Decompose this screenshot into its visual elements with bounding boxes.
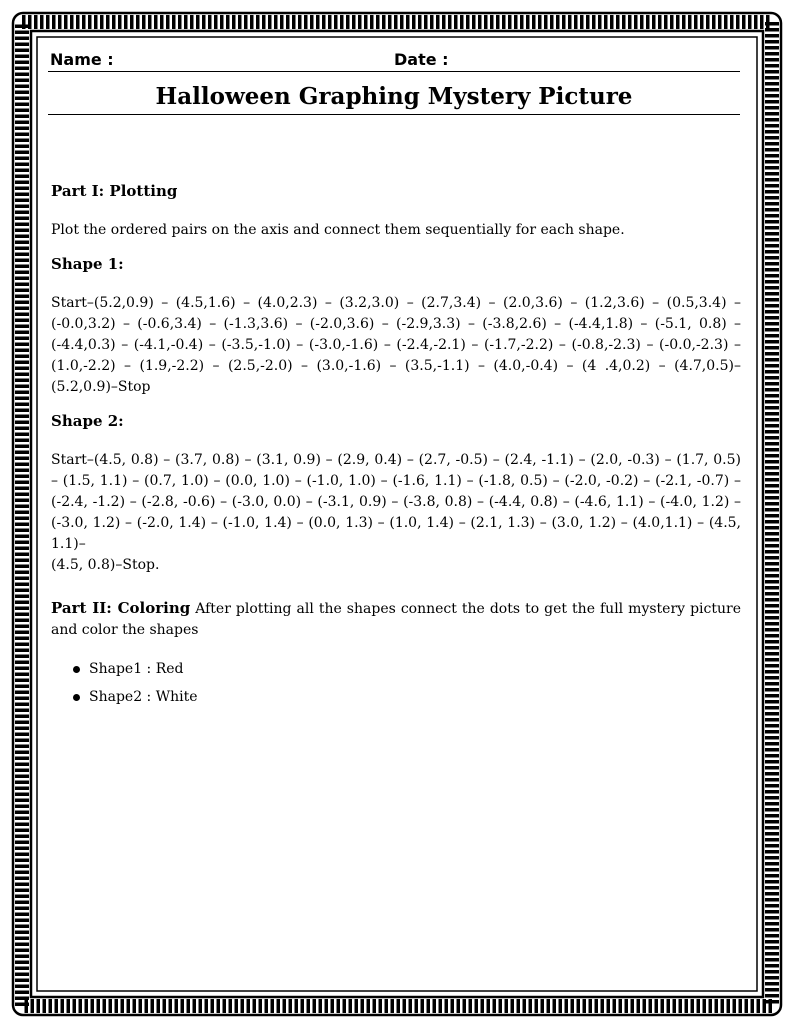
shape2-coordinates-end: (4.5, 0.8)–Stop. (51, 557, 160, 573)
page-title: Halloween Graphing Mystery Picture (48, 82, 740, 115)
list-item: Shape1 : Red (73, 655, 741, 683)
shape1-coordinates: Start–(5.2,0.9) – (4.5,1.6) – (4.0,2.3) – (3.2,3.0) – (2.7,3.4) – (2.0,3.6) – (1.2,3.6) – (0.5,3.4) – (-0.0,3.2) – (-0.6,3.4) – (-1.3,3.6) – (-2.0,3.6) – (-2.9,3.3) – (-3.8,2.6) – (-4.4,1.8) – (-5.1, 0.8) – (-4.4,0.3) – (-4.1,-0.4) – (-3.5,-1.0) – (-3.0,-1.6) – (-2.4,-2.1) – (-1.7,-2.2) – (-0.8,-2.3) – (-0.0,-2.3) – (1.0,-2.2) – (1.9,-2.2) – (2.5,-2.0) – (3.0,-1.6) – (3.5,-1.1) – (4.0,-0.4) – (4 .4,0.2) – (4.7,0.5)–(5.2,0.9)–Stop (51, 295, 741, 395)
part2-instruction: After plotting all the shapes connect the dots to get the full mystery picture and color the shapes (51, 601, 741, 638)
name-date-row (48, 49, 740, 72)
part2-heading: Part II: Coloring (51, 599, 191, 617)
list-item: Shape2 : White (73, 683, 741, 711)
name-label: Name : (50, 50, 114, 69)
shape2-heading: Shape 2: (51, 412, 124, 430)
date-label: Date : (394, 50, 449, 69)
worksheet (46, 44, 740, 984)
part1-instruction: Plot the ordered pairs on the axis and connect them sequentially for each shape. (51, 222, 625, 238)
color-list (51, 655, 741, 711)
shape1-heading: Shape 1: (51, 255, 124, 273)
worksheet-content (51, 182, 741, 711)
part2-paragraph (51, 598, 741, 641)
part1-heading: Part I: Plotting (51, 182, 178, 200)
shape2-coordinates: Start–(4.5, 0.8) – (3.7, 0.8) – (3.1, 0.9) – (2.9, 0.4) – (2.7, -0.5) – (2.4, -1.1) – (2.0, -0.3) – (1.7, 0.5) – (1.5, 1.1) – (0.7, 1.0) – (0.0, 1.0) – (-1.0, 1.0) – (-1.6, 1.1) – (-1.8, 0.5) – (-2.0, -0.2) – (-2.1, -0.7) – (-2.4, -1.2) – (-2.8, -0.6) – (-3.0, 0.0) – (-3.1, 0.9) – (-3.8, 0.8) – (-4.4, 0.8) – (-4.6, 1.1) – (-4.0, 1.2) – (-3.0, 1.2) – (-2.0, 1.4) – (-1.0, 1.4) – (0.0, 1.3) – (1.0, 1.4) – (2.1, 1.3) – (3.0, 1.2) – (4.0,1.1) – (4.5, 1.1)– (51, 452, 741, 552)
